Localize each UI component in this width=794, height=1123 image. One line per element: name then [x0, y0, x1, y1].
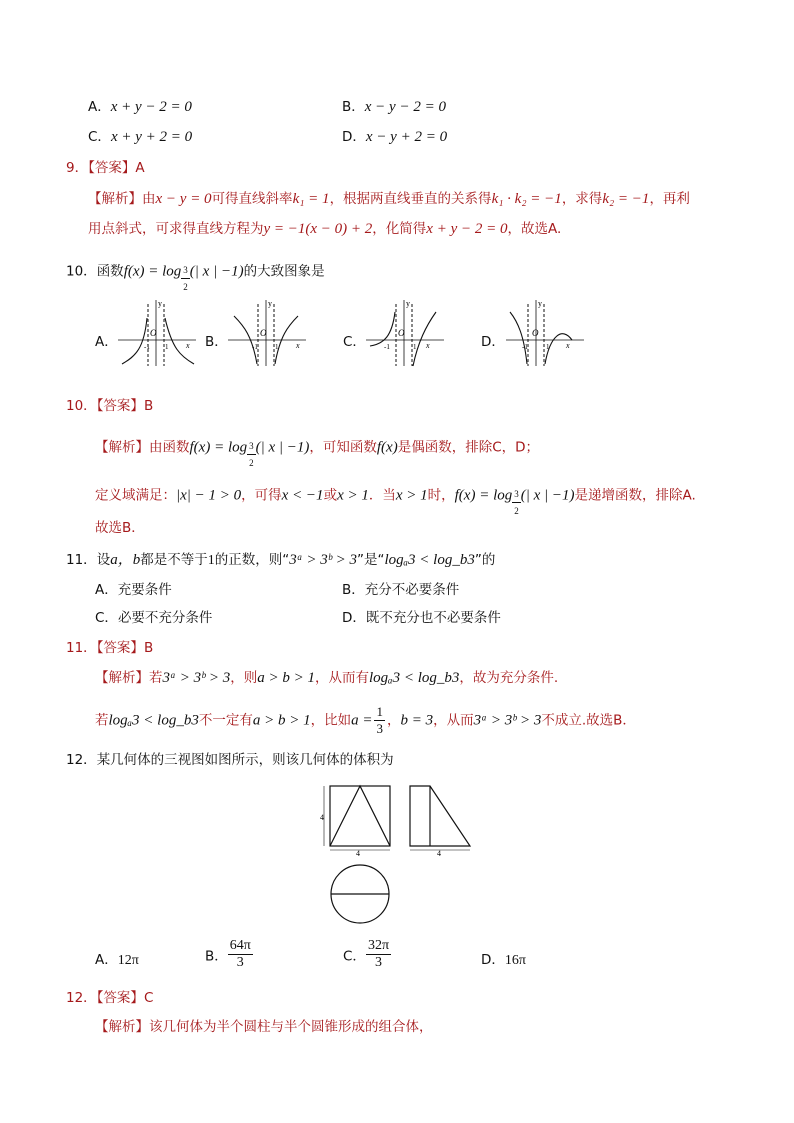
q9-option-c: C．x + y + 2 = 0 [88, 129, 193, 145]
q11-option-b: B．充分不必要条件 [342, 582, 460, 598]
svg-text:1: 1 [546, 343, 550, 351]
q9-option-a: A．x + y − 2 = 0 [88, 99, 192, 115]
q12-answer: 12．【答案】C [66, 990, 154, 1006]
svg-text:-1: -1 [522, 343, 528, 351]
q10-label-a: A． [95, 334, 118, 350]
svg-text:-1: -1 [384, 343, 390, 351]
svg-text:4: 4 [437, 849, 441, 858]
q10-analysis-line1: 【解析】由函数f(x) = log $\frac{3}{2}$ (| x | −1)，可知函数f(x)是偶函数，排除C，D； [95, 439, 540, 468]
q9-answer: 9．【答案】A [66, 160, 145, 176]
q10-label-d: D． [481, 334, 505, 350]
q12-option-c: C． $\frac{32\pi}{3}$ [343, 938, 390, 970]
q11-option-c: C．必要不充分条件 [95, 610, 213, 626]
q10-graph-b [228, 296, 308, 368]
q10-analysis-line3: 故选B． [95, 520, 145, 536]
q11-option-a: A．充要条件 [95, 582, 172, 598]
q12-option-b: B． $\frac{64\pi}{3}$ [205, 938, 251, 970]
log-base-fraction: $\frac{3}{2}$ [181, 262, 190, 295]
q10-question: 10．函数f(x) = log $\frac{3}{2}$ (| x | −1)的大致图象是 [66, 248, 325, 295]
svg-text:y: y [406, 299, 410, 308]
q9-option-b: B．x − y − 2 = 0 [342, 99, 446, 115]
svg-text:1: 1 [165, 343, 169, 351]
svg-text:O: O [260, 328, 267, 338]
svg-text:4: 4 [320, 813, 324, 822]
q12-analysis: 【解析】该几何体为半个圆柱与半个圆锥形成的组合体， [95, 1019, 433, 1035]
q10-label-c: C． [343, 334, 366, 350]
svg-text:O: O [398, 328, 405, 338]
svg-text:x: x [186, 341, 190, 350]
q9-analysis-line2: 用点斜式，可求得直线方程为y = −1(x − 0) + 2，化简得x + y − 2 = 0，故选A. [88, 221, 562, 237]
q9-analysis-line1: 【解析】由x − y = 0可得直线斜率k₁ = 1，根据两直线垂直的关系得k₁ · k₂ = −1，求得k₂ = −1，再利 [88, 191, 690, 207]
q10-analysis-line2: 定义域满足：|x| − 1 > 0，可得x < −1或x > 1．当x > 1时，f(x) = log $\frac{3}{2}$ (| x | −1)是递增函数，排除A. [95, 487, 696, 516]
svg-text:y: y [158, 299, 162, 308]
q10-graph-d [506, 296, 586, 368]
svg-text:-1: -1 [252, 343, 258, 351]
q12-question: 12．某几何体的三视图如图所示，则该几何体的体积为 [66, 752, 394, 768]
svg-text:x: x [426, 341, 430, 350]
q12-three-view-figure [318, 780, 478, 930]
svg-text:O: O [532, 328, 539, 338]
svg-text:x: x [566, 341, 570, 350]
q10-answer: 10．【答案】B [66, 398, 154, 414]
q10-graph-a [118, 296, 198, 368]
q10-label-b: B． [205, 334, 228, 350]
svg-text:1: 1 [413, 343, 417, 351]
q10-graph-c [366, 296, 446, 368]
svg-text:y: y [268, 299, 272, 308]
q12-option-d: D．16π [481, 952, 526, 968]
q11-analysis-line2: 若logₐ3 < log_b3不一定有a > b > 1，比如a = $\frac{1}{3}$ ，b = 3，从而3ᵃ > 3ᵇ > 3不成立.故选B． [95, 704, 636, 736]
q11-analysis-line1: 【解析】若3ᵃ > 3ᵇ > 3，则a > b > 1，从而有logₐ3 < log_b3，故为充分条件. [95, 670, 559, 686]
q11-answer: 11．【答案】B [66, 640, 154, 656]
q11-option-d: D．既不充分也不必要条件 [342, 610, 501, 626]
svg-text:4: 4 [356, 849, 360, 858]
q12-option-a: A．12π [95, 952, 139, 968]
svg-text:y: y [538, 299, 542, 308]
q9-option-d: D．x − y + 2 = 0 [342, 129, 448, 145]
q11-question: 11．设a，b都是不等于1的正数，则“3ᵃ > 3ᵇ > 3”是“logₐ3 < log_b3”的 [66, 552, 496, 568]
svg-text:x: x [296, 341, 300, 350]
svg-text:1: 1 [275, 343, 279, 351]
svg-text:-1: -1 [144, 343, 150, 351]
svg-text:O: O [150, 328, 157, 338]
